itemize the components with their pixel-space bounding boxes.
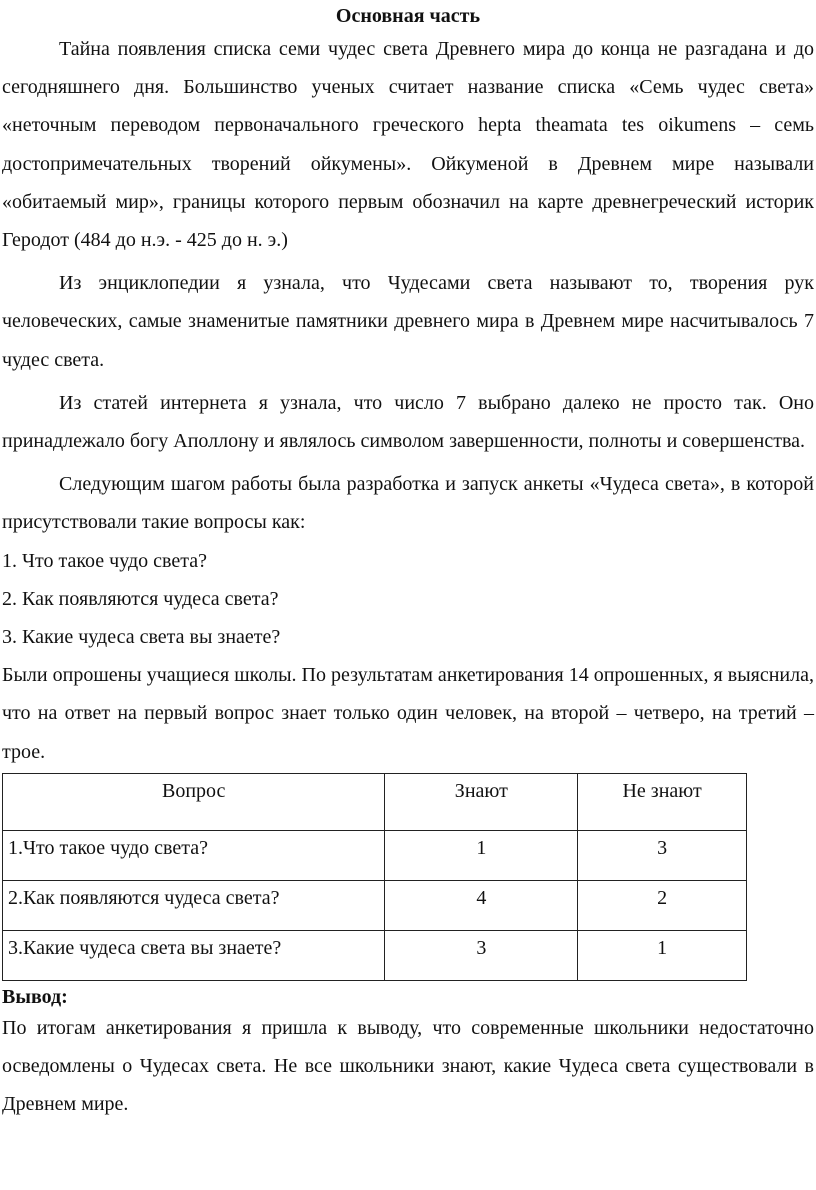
question-item: 1. Что такое чудо света? (2, 549, 207, 572)
header-question: Вопрос (3, 773, 385, 830)
paragraph-survey-result: Были опрошены учащиеся школы. По результатам анкетирования 14 опрошенных, я выяснила, что на ответ на первый вопрос знает только один человек, на второй – четверо, на третий – трое. (2, 664, 814, 763)
cell-question: 1.Что такое чудо света? (3, 830, 385, 880)
cell-know: 1 (385, 830, 578, 880)
conclusion-title: Вывод: (2, 985, 68, 1008)
cell-question: 2.Как появляются чудеса света? (3, 880, 385, 930)
cell-question: 3.Какие чудеса света вы знаете? (3, 930, 385, 980)
cell-dont-know: 1 (578, 930, 747, 980)
header-dont-know: Не знают (578, 773, 747, 830)
table-row (3, 880, 747, 930)
paragraph-intro: Тайна появления списка семи чудес света Древнего мира до конца не разгадана и до сегодняшнего дня. Большинство ученых считает название списка «Семь чудес света» «неточным переводом первоначального греческого hepta theamata tes oikumens – семь достопримечательных творений ойкумены». Ойкуменой в Древнем мире называли «обитаемый мир», границы которого первым обозначил на карте древнегреческий историк Геродот (484 до н.э. - 425 до н. э.) (2, 38, 814, 252)
survey-table (2, 773, 747, 981)
paragraph-number-seven: Из статей интернета я узнала, что число 7 выбрано далеко не просто так. Оно принадлежало богу Аполлону и являлось символом завершенности, полноты и совершенства. (2, 391, 814, 453)
paragraph-survey-intro: Следующим шагом работы была разработка и запуск анкеты «Чудеса света», в которой присутствовали такие вопросы как: (2, 473, 814, 534)
cell-dont-know: 2 (578, 880, 747, 930)
table-row (3, 930, 747, 980)
section-heading: Основная часть (335, 5, 481, 27)
header-know: Знают (385, 773, 578, 830)
cell-know: 4 (385, 880, 578, 930)
question-item: 3. Какие чудеса света вы знаете? (2, 626, 281, 649)
table-header-row (3, 773, 747, 830)
cell-know: 3 (385, 930, 578, 980)
question-item: 2. Как появляются чудеса света? (2, 587, 279, 610)
cell-dont-know: 3 (578, 830, 747, 880)
table-row (3, 830, 747, 880)
paragraph-conclusion: По итогам анкетирования я пришла к выводу, что современные школьники недостаточно осведомлены о Чудесах света. Не все школьники знают, какие Чудеса света существовали в Древнем мире. (2, 1016, 814, 1116)
paragraph-encyclopedia: Из энциклопедии я узнала, что Чудесами света называют то, творения рук человеческих, самые знаменитые памятники древнего мира в Древнем мире насчитывалось 7 чудес света. (2, 272, 814, 371)
